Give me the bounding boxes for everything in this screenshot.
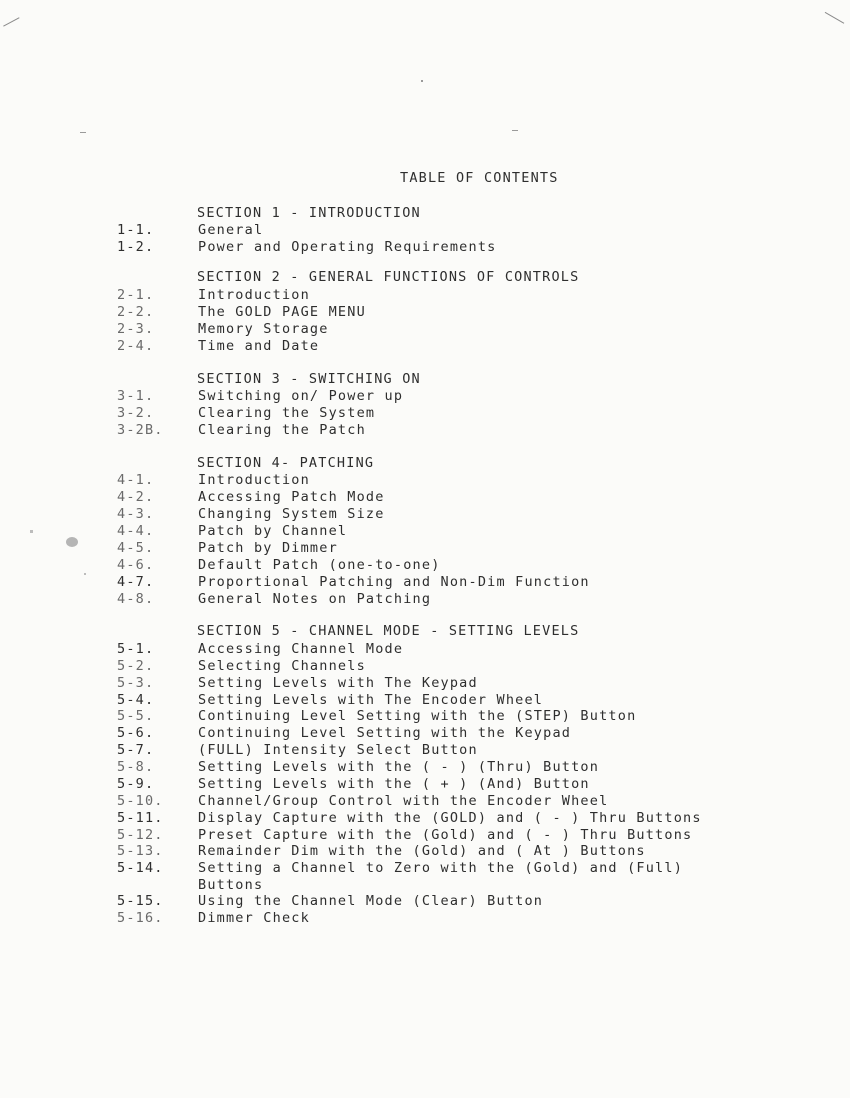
entry-number: 1-2. [117,239,155,255]
entry-number: 2-1. [117,287,155,303]
entry-number: 1-1. [117,222,155,238]
entry-number: 5-9. [117,776,155,792]
entry-number: 5-4. [117,692,155,708]
scan-speck [512,130,518,131]
toc-entry [0,910,850,927]
section-heading: SECTION 4- PATCHING [197,455,375,471]
entry-title: Channel/Group Control with the Encoder Wheel [198,793,609,809]
toc-entry [0,388,850,405]
toc-entry [0,776,850,793]
entry-number: 5-16. [117,910,164,926]
entry-title: Display Capture with the (GOLD) and ( - ) Thru Buttons [198,810,702,826]
toc-entry [0,422,850,439]
entry-title: Using the Channel Mode (Clear) Button [198,893,544,909]
entry-title: Setting Levels with the ( + ) (And) Button [198,776,590,792]
toc-entry [0,641,850,658]
entry-title: Accessing Patch Mode [198,489,385,505]
entry-number: 2-3. [117,321,155,337]
toc-entry [0,239,850,256]
entry-title: Setting a Channel to Zero with the (Gold) and (Full) [198,860,684,876]
entry-title: (FULL) Intensity Select Button [198,742,478,758]
entry-number: 5-10. [117,793,164,809]
entry-number: 4-8. [117,591,155,607]
toc-entry [0,222,850,239]
entry-title: Memory Storage [198,321,329,337]
section-heading: SECTION 5 - CHANNEL MODE - SETTING LEVELS [197,623,580,639]
entry-title: Switching on/ Power up [198,388,404,404]
section-heading: SECTION 3 - SWITCHING ON [197,371,421,387]
entry-title: Accessing Channel Mode [198,641,404,657]
entry-number: 5-8. [117,759,155,775]
entry-number: 4-5. [117,540,155,556]
entry-number: 5-5. [117,708,155,724]
entry-title: Setting Levels with The Encoder Wheel [198,692,544,708]
toc-entry [0,506,850,523]
toc-entry [0,405,850,422]
entry-title: Proportional Patching and Non-Dim Function [198,574,590,590]
toc-entry [0,574,850,591]
toc-entry [0,658,850,675]
corner-fold-mark-left [0,8,20,26]
toc-entry [0,472,850,489]
entry-number: 4-3. [117,506,155,522]
entry-title: Clearing the System [198,405,376,421]
entry-number: 5-2. [117,658,155,674]
toc-entry [0,338,850,355]
entry-title: Default Patch (one-to-one) [198,557,441,573]
entry-number: 5-11. [117,810,164,826]
entry-title: Patch by Channel [198,523,348,539]
scan-speck [80,132,86,133]
toc-entry [0,692,850,709]
entry-number: 4-2. [117,489,155,505]
entry-number: 5-12. [117,827,164,843]
toc-entry [0,742,850,759]
corner-fold-mark-right [825,3,850,24]
toc-entry [0,810,850,827]
entry-number: 4-7. [117,574,155,590]
entry-number: 3-1. [117,388,155,404]
toc-entry [0,827,850,844]
entry-title: Selecting Channels [198,658,366,674]
toc-entry [0,708,850,725]
entry-title: Continuing Level Setting with the (STEP) Button [198,708,637,724]
toc-entry [0,287,850,304]
page-title: TABLE OF CONTENTS [400,170,559,186]
toc-entry [0,523,850,540]
entry-title: General Notes on Patching [198,591,432,607]
toc-entry [0,843,850,860]
toc-entry [0,725,850,742]
entry-number: 4-1. [117,472,155,488]
entry-title: Power and Operating Requirements [198,239,497,255]
scan-speck [421,80,423,82]
entry-title: Dimmer Check [198,910,310,926]
entry-title: Preset Capture with the (Gold) and ( - ) Thru Buttons [198,827,693,843]
entry-title: Continuing Level Setting with the Keypad [198,725,572,741]
toc-entry [0,304,850,321]
entry-title: Introduction [198,287,310,303]
entry-number: 5-13. [117,843,164,859]
entry-number: 5-3. [117,675,155,691]
entry-number: 3-2B. [117,422,164,438]
entry-title: Patch by Dimmer [198,540,338,556]
section-heading: SECTION 1 - INTRODUCTION [197,205,421,221]
entry-title: Clearing the Patch [198,422,366,438]
toc-entry [0,321,850,338]
toc-entry [0,591,850,608]
entry-title: The GOLD PAGE MENU [198,304,366,320]
entry-title: Remainder Dim with the (Gold) and ( At ) Buttons [198,843,646,859]
entry-title: General [198,222,264,238]
entry-number: 2-4. [117,338,155,354]
entry-number: 5-15. [117,893,164,909]
entry-title: Introduction [198,472,310,488]
entry-title: Setting Levels with The Keypad [198,675,478,691]
toc-entry [0,489,850,506]
toc-entry [0,893,850,910]
toc-entry-continuation [0,877,850,894]
entry-number: 5-14. [117,860,164,876]
entry-number: 4-4. [117,523,155,539]
entry-number: 4-6. [117,557,155,573]
entry-title: Setting Levels with the ( - ) (Thru) Button [198,759,600,775]
toc-entry [0,675,850,692]
entry-number: 5-6. [117,725,155,741]
entry-number: 5-1. [117,641,155,657]
toc-entry [0,540,850,557]
entry-number: 5-7. [117,742,155,758]
toc-entry [0,793,850,810]
entry-title: Time and Date [198,338,320,354]
section-heading: SECTION 2 - GENERAL FUNCTIONS OF CONTROLS [197,269,580,285]
entry-title: Changing System Size [198,506,385,522]
toc-entry [0,759,850,776]
entry-number: 2-2. [117,304,155,320]
toc-entry [0,557,850,574]
toc-entry [0,860,850,877]
entry-number: 3-2. [117,405,155,421]
entry-title: Buttons [198,877,264,893]
